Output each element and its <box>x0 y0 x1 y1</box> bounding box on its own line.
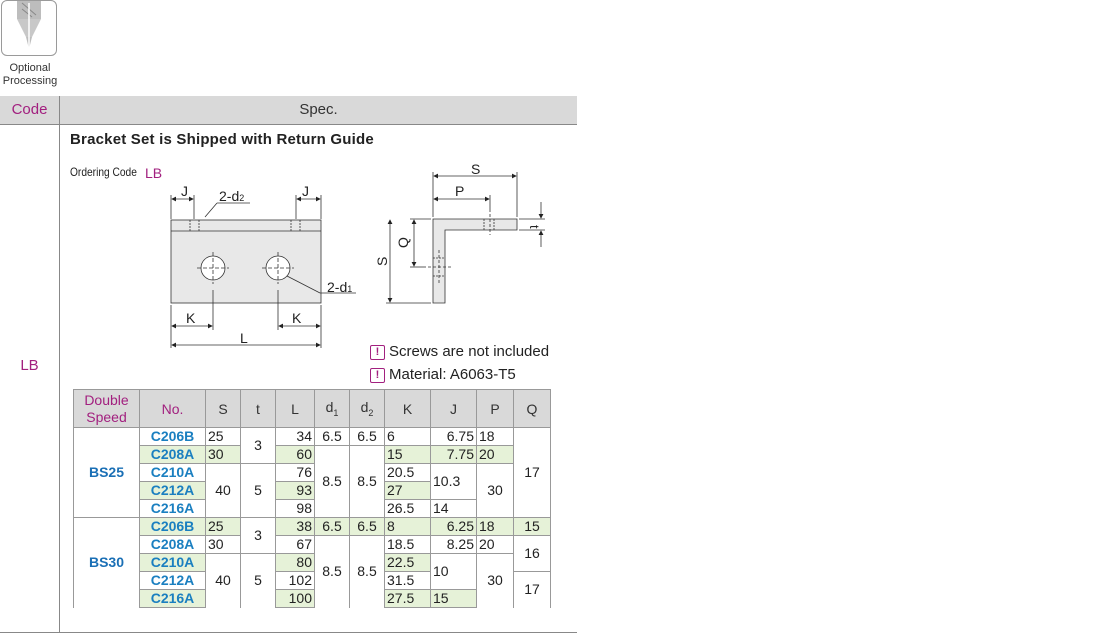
part-no: C208A <box>140 536 206 554</box>
cell-d1: 6.5 <box>315 428 350 446</box>
dim-label-j-left: J <box>181 183 188 199</box>
part-no: C210A <box>140 464 206 482</box>
cell-p: 20 <box>477 446 514 464</box>
cell-p: 20 <box>477 536 514 554</box>
group-bs25: BS25 <box>74 428 140 518</box>
cell-p: 30 <box>477 464 514 518</box>
warning-icon: ! <box>370 345 385 360</box>
dim-label-l: L <box>240 330 248 346</box>
cell-j: 6.25 <box>431 518 477 536</box>
table-row <box>74 536 551 554</box>
cell-k: 22.5 <box>385 554 431 572</box>
cell-l: 100 <box>276 590 315 608</box>
th-j: J <box>431 390 477 428</box>
cell-d2: 6.5 <box>350 428 385 446</box>
dim-label-d1: 2-d1 <box>327 279 353 295</box>
cell-t: 5 <box>241 554 276 608</box>
cell-l: 93 <box>276 482 315 500</box>
cell-k: 26.5 <box>385 500 431 518</box>
cell-p: 18 <box>477 518 514 536</box>
cell-d2: 8.5 <box>350 446 385 518</box>
cell-s: 25 <box>206 428 241 446</box>
note-screws <box>370 343 549 360</box>
cell-d1: 8.5 <box>315 446 350 518</box>
cell-l: 38 <box>276 518 315 536</box>
dim-label-k-right: K <box>292 310 302 326</box>
cell-j: 10.3 <box>431 464 477 500</box>
cell-p: 18 <box>477 428 514 446</box>
section-title: Bracket Set is Shipped with Return Guide <box>70 131 374 148</box>
cell-s: 30 <box>206 536 241 554</box>
icon-caption-line1: Optional <box>9 62 51 74</box>
header-spec: Spec. <box>299 101 338 118</box>
cell-j: 6.75 <box>431 428 477 446</box>
row-code: LB <box>20 357 39 374</box>
cell-k: 20.5 <box>385 464 431 482</box>
table-head-row <box>74 390 551 428</box>
cell-l: 80 <box>276 554 315 572</box>
cell-k: 6 <box>385 428 431 446</box>
cell-s: 40 <box>206 554 241 608</box>
cell-d2: 8.5 <box>350 536 385 608</box>
cell-q: 15 <box>514 518 551 536</box>
cell-d2: 6.5 <box>350 518 385 536</box>
cell-q: 17 <box>514 572 551 608</box>
cell-k: 15 <box>385 446 431 464</box>
cell-j: 10 <box>431 554 477 590</box>
cell-j: 8.25 <box>431 536 477 554</box>
cell-l: 60 <box>276 446 315 464</box>
dim-label-d2: 2-d2 <box>219 188 245 204</box>
part-no: C216A <box>140 590 206 608</box>
cell-k: 8 <box>385 518 431 536</box>
cell-q: 17 <box>514 428 551 518</box>
cell-t: 5 <box>241 464 276 518</box>
cell-k: 27 <box>385 482 431 500</box>
cell-l: 102 <box>276 572 315 590</box>
warning-icon: ! <box>370 368 385 383</box>
th-d2: $d_2$ <box>350 390 385 428</box>
spec-table <box>73 389 551 608</box>
cell-j: 15 <box>431 590 477 608</box>
note-material <box>370 366 516 383</box>
th-double-speed: Double Speed <box>74 390 140 428</box>
cell-t: 3 <box>241 518 276 554</box>
dim-label-j-right: J <box>302 183 309 199</box>
dim-label-q: Q <box>395 237 411 248</box>
table-row <box>74 446 551 464</box>
table-row <box>74 518 551 536</box>
cell-l: 76 <box>276 464 315 482</box>
th-d1: $d_1$ <box>315 390 350 428</box>
part-no: C210A <box>140 554 206 572</box>
dim-label-s-side: S <box>374 256 390 266</box>
cell-l: 34 <box>276 428 315 446</box>
group-bs30: BS30 <box>74 518 140 608</box>
part-no: C206B <box>140 518 206 536</box>
cell-j: 14 <box>431 500 477 518</box>
cell-k: 18.5 <box>385 536 431 554</box>
cell-l: 67 <box>276 536 315 554</box>
table-row <box>74 428 551 446</box>
bottom-divider <box>0 632 577 633</box>
table-row <box>74 554 551 572</box>
icon-caption-line2: Processing <box>2 75 58 87</box>
th-l: L <box>276 390 315 428</box>
table-row <box>74 464 551 482</box>
note-screws-text: Screws are not included <box>389 343 550 360</box>
cell-s: 25 <box>206 518 241 536</box>
part-no: C208A <box>140 446 206 464</box>
cell-d1: 8.5 <box>315 536 350 608</box>
note-material-text: Material: A6063-T5 <box>389 366 516 383</box>
header-code: Code <box>0 96 60 124</box>
dim-label-k-left: K <box>186 310 196 326</box>
th-p: P <box>477 390 514 428</box>
part-no: C212A <box>140 482 206 500</box>
ordering-code-value: LB <box>145 165 163 181</box>
cell-l: 98 <box>276 500 315 518</box>
th-t: t <box>241 390 276 428</box>
dim-label-p: P <box>455 183 465 199</box>
ordering-code-label: Ordering Code <box>70 165 137 179</box>
part-no: C216A <box>140 500 206 518</box>
cell-k: 31.5 <box>385 572 431 590</box>
cell-j: 7.75 <box>431 446 477 464</box>
dim-label-t: t <box>527 225 542 229</box>
cell-s: 30 <box>206 446 241 464</box>
cell-d1: 6.5 <box>315 518 350 536</box>
th-q: Q <box>514 390 551 428</box>
cell-q: 16 <box>514 536 551 572</box>
dim-label-s-top: S <box>471 161 481 177</box>
cell-t: 3 <box>241 428 276 464</box>
bracket-drawing <box>0 0 580 360</box>
th-k: K <box>385 390 431 428</box>
cell-k: 27.5 <box>385 590 431 608</box>
th-no: No. <box>140 390 206 428</box>
th-s: S <box>206 390 241 428</box>
part-no: C212A <box>140 572 206 590</box>
cell-s: 40 <box>206 464 241 518</box>
cell-p: 30 <box>477 554 514 608</box>
part-no: C206B <box>140 428 206 446</box>
